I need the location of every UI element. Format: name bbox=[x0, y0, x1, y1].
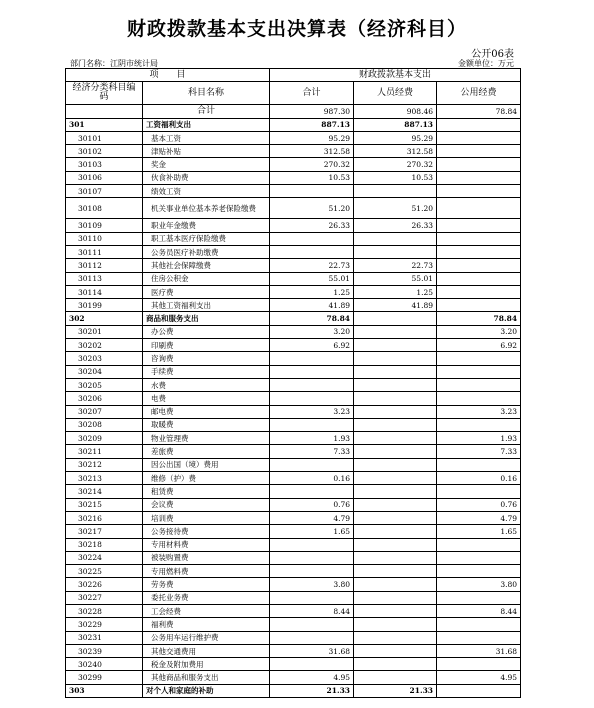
table-row bbox=[66, 525, 521, 538]
row-code: 30103 bbox=[66, 158, 143, 171]
row-public: 4.95 bbox=[437, 671, 521, 684]
header-funds: 财政拨款基本支出 bbox=[270, 69, 521, 82]
row-name: 津贴补贴 bbox=[143, 145, 270, 158]
row-code: 30202 bbox=[66, 339, 143, 352]
row-personnel: 55.01 bbox=[354, 272, 437, 285]
row-name: 其他交通费用 bbox=[143, 644, 270, 657]
row-name: 奖金 bbox=[143, 158, 270, 171]
expenditure-table bbox=[65, 68, 521, 698]
row-public bbox=[437, 272, 521, 285]
header-public: 公用经费 bbox=[437, 82, 521, 105]
row-total: 31.68 bbox=[270, 644, 354, 657]
row-personnel bbox=[354, 485, 437, 498]
row-code: 30229 bbox=[66, 618, 143, 631]
table-row bbox=[66, 618, 521, 631]
row-name: 专用材料费 bbox=[143, 538, 270, 551]
row-personnel bbox=[354, 604, 437, 617]
table-row bbox=[66, 578, 521, 591]
table-row bbox=[66, 498, 521, 511]
row-public: 7.33 bbox=[437, 445, 521, 458]
row-code: 30206 bbox=[66, 392, 143, 405]
table-row bbox=[66, 365, 521, 378]
table-row bbox=[66, 538, 521, 551]
row-public bbox=[437, 259, 521, 272]
row-code: 30209 bbox=[66, 432, 143, 445]
row-total: 78.84 bbox=[270, 312, 354, 325]
row-total: 3.80 bbox=[270, 578, 354, 591]
row-total bbox=[270, 185, 354, 198]
table-row bbox=[66, 551, 521, 564]
table-row bbox=[66, 378, 521, 391]
row-public bbox=[437, 171, 521, 184]
row-personnel bbox=[354, 325, 437, 338]
row-total: 270.32 bbox=[270, 158, 354, 171]
row-name: 电费 bbox=[143, 392, 270, 405]
row-public bbox=[437, 219, 521, 232]
row-personnel bbox=[354, 591, 437, 604]
row-personnel bbox=[354, 445, 437, 458]
row-personnel bbox=[354, 418, 437, 431]
row-name: 其他工资福利支出 bbox=[143, 299, 270, 312]
total-public: 78.84 bbox=[437, 105, 521, 118]
row-total: 312.58 bbox=[270, 145, 354, 158]
row-code: 301 bbox=[66, 118, 143, 131]
row-personnel bbox=[354, 565, 437, 578]
table-row bbox=[66, 432, 521, 445]
table-row bbox=[66, 198, 521, 219]
row-public bbox=[437, 118, 521, 131]
table-row bbox=[66, 325, 521, 338]
table-row bbox=[66, 644, 521, 657]
row-name: 工资福利支出 bbox=[143, 118, 270, 131]
table-row bbox=[66, 232, 521, 245]
row-public bbox=[437, 285, 521, 298]
table-row bbox=[66, 299, 521, 312]
row-name: 福利费 bbox=[143, 618, 270, 631]
department-name: 部门名称：江阴市统计局 bbox=[70, 59, 158, 68]
row-name: 公务用车运行维护费 bbox=[143, 631, 270, 644]
row-code: 30205 bbox=[66, 378, 143, 391]
row-public: 31.68 bbox=[437, 644, 521, 657]
row-name: 委托业务费 bbox=[143, 591, 270, 604]
row-code: 30208 bbox=[66, 418, 143, 431]
row-name: 其他商品和服务支出 bbox=[143, 671, 270, 684]
row-code: 30204 bbox=[66, 365, 143, 378]
row-total: 4.95 bbox=[270, 671, 354, 684]
row-total: 26.33 bbox=[270, 219, 354, 232]
row-personnel: 41.89 bbox=[354, 299, 437, 312]
header-row-1 bbox=[66, 69, 521, 82]
row-personnel: 312.58 bbox=[354, 145, 437, 158]
row-code: 30112 bbox=[66, 259, 143, 272]
row-public: 1.93 bbox=[437, 432, 521, 445]
row-total: 3.20 bbox=[270, 325, 354, 338]
row-name: 维修（护）费 bbox=[143, 472, 270, 485]
row-code: 30227 bbox=[66, 591, 143, 604]
row-public bbox=[437, 458, 521, 471]
row-name: 绩效工资 bbox=[143, 185, 270, 198]
row-public bbox=[437, 565, 521, 578]
row-code: 30211 bbox=[66, 445, 143, 458]
row-personnel: 22.73 bbox=[354, 259, 437, 272]
row-personnel bbox=[354, 472, 437, 485]
row-name: 职业年金缴费 bbox=[143, 219, 270, 232]
row-name: 劳务费 bbox=[143, 578, 270, 591]
row-public bbox=[437, 145, 521, 158]
row-name: 对个人和家庭的补助 bbox=[143, 684, 270, 697]
row-public bbox=[437, 658, 521, 671]
row-total: 7.33 bbox=[270, 445, 354, 458]
row-public bbox=[437, 591, 521, 604]
row-public bbox=[437, 299, 521, 312]
row-total: 8.44 bbox=[270, 604, 354, 617]
table-row bbox=[66, 604, 521, 617]
row-name: 公务员医疗补助缴费 bbox=[143, 245, 270, 258]
row-personnel bbox=[354, 352, 437, 365]
row-total: 6.92 bbox=[270, 339, 354, 352]
row-code: 30114 bbox=[66, 285, 143, 298]
row-total bbox=[270, 418, 354, 431]
row-code: 30218 bbox=[66, 538, 143, 551]
row-personnel bbox=[354, 644, 437, 657]
row-name: 基本工资 bbox=[143, 131, 270, 144]
row-total: 21.33 bbox=[270, 684, 354, 697]
row-personnel bbox=[354, 511, 437, 524]
row-total bbox=[270, 378, 354, 391]
row-personnel bbox=[354, 432, 437, 445]
row-total bbox=[270, 485, 354, 498]
table-row bbox=[66, 392, 521, 405]
row-code: 30225 bbox=[66, 565, 143, 578]
row-public bbox=[437, 684, 521, 697]
row-public bbox=[437, 232, 521, 245]
table-row bbox=[66, 684, 521, 697]
row-personnel: 26.33 bbox=[354, 219, 437, 232]
row-personnel: 51.20 bbox=[354, 198, 437, 219]
row-code: 30239 bbox=[66, 644, 143, 657]
row-personnel bbox=[354, 578, 437, 591]
row-public: 0.76 bbox=[437, 498, 521, 511]
row-total: 4.79 bbox=[270, 511, 354, 524]
row-code: 30224 bbox=[66, 551, 143, 564]
row-code: 30109 bbox=[66, 219, 143, 232]
table-row bbox=[66, 405, 521, 418]
row-personnel bbox=[354, 525, 437, 538]
table-row bbox=[66, 118, 521, 131]
row-public bbox=[437, 365, 521, 378]
row-name: 其他社会保障缴费 bbox=[143, 259, 270, 272]
row-public bbox=[437, 131, 521, 144]
table-row bbox=[66, 352, 521, 365]
table-row bbox=[66, 418, 521, 431]
row-public: 4.79 bbox=[437, 511, 521, 524]
row-name: 被装购置费 bbox=[143, 551, 270, 564]
table-row bbox=[66, 185, 521, 198]
header-personnel: 人员经费 bbox=[354, 82, 437, 105]
row-total: 3.23 bbox=[270, 405, 354, 418]
row-total bbox=[270, 365, 354, 378]
total-row bbox=[66, 105, 521, 118]
table-row bbox=[66, 485, 521, 498]
table-row bbox=[66, 472, 521, 485]
row-code: 30201 bbox=[66, 325, 143, 338]
row-personnel bbox=[354, 551, 437, 564]
row-code: 30213 bbox=[66, 472, 143, 485]
row-name: 物业管理费 bbox=[143, 432, 270, 445]
row-personnel bbox=[354, 458, 437, 471]
table-row bbox=[66, 145, 521, 158]
row-name: 工会经费 bbox=[143, 604, 270, 617]
row-public bbox=[437, 631, 521, 644]
table-row bbox=[66, 658, 521, 671]
row-personnel: 95.29 bbox=[354, 131, 437, 144]
row-name: 商品和服务支出 bbox=[143, 312, 270, 325]
row-total: 10.53 bbox=[270, 171, 354, 184]
table-row bbox=[66, 171, 521, 184]
row-code: 302 bbox=[66, 312, 143, 325]
row-total bbox=[270, 232, 354, 245]
row-public bbox=[437, 352, 521, 365]
row-public bbox=[437, 618, 521, 631]
row-public bbox=[437, 538, 521, 551]
row-code: 30228 bbox=[66, 604, 143, 617]
header-code: 经济分类科目编码 bbox=[66, 82, 143, 105]
table-row bbox=[66, 131, 521, 144]
table-row bbox=[66, 158, 521, 171]
row-name: 租赁费 bbox=[143, 485, 270, 498]
row-public bbox=[437, 418, 521, 431]
row-name: 取暖费 bbox=[143, 418, 270, 431]
row-public bbox=[437, 198, 521, 219]
table-row bbox=[66, 312, 521, 325]
row-public bbox=[437, 245, 521, 258]
row-total bbox=[270, 551, 354, 564]
row-name: 伙食补助费 bbox=[143, 171, 270, 184]
row-personnel bbox=[354, 498, 437, 511]
row-name: 印刷费 bbox=[143, 339, 270, 352]
row-personnel bbox=[354, 392, 437, 405]
row-code: 30226 bbox=[66, 578, 143, 591]
row-public: 3.80 bbox=[437, 578, 521, 591]
row-public: 3.20 bbox=[437, 325, 521, 338]
row-name: 咨询费 bbox=[143, 352, 270, 365]
table-row bbox=[66, 445, 521, 458]
row-public bbox=[437, 392, 521, 405]
row-name: 邮电费 bbox=[143, 405, 270, 418]
row-personnel: 10.53 bbox=[354, 171, 437, 184]
row-name: 手续费 bbox=[143, 365, 270, 378]
header-total: 合计 bbox=[270, 82, 354, 105]
row-name: 税金及附加费用 bbox=[143, 658, 270, 671]
table-row bbox=[66, 219, 521, 232]
row-personnel: 1.25 bbox=[354, 285, 437, 298]
amount-unit: 金额单位：万元 bbox=[458, 59, 514, 68]
row-name: 因公出国（境）费用 bbox=[143, 458, 270, 471]
row-public: 78.84 bbox=[437, 312, 521, 325]
row-personnel bbox=[354, 232, 437, 245]
table-row bbox=[66, 671, 521, 684]
table-row bbox=[66, 285, 521, 298]
row-code: 303 bbox=[66, 684, 143, 697]
row-public bbox=[437, 158, 521, 171]
row-total bbox=[270, 591, 354, 604]
row-code: 30240 bbox=[66, 658, 143, 671]
row-code: 30199 bbox=[66, 299, 143, 312]
row-total bbox=[270, 631, 354, 644]
row-name: 住房公积金 bbox=[143, 272, 270, 285]
row-name: 培训费 bbox=[143, 511, 270, 524]
row-name: 差旅费 bbox=[143, 445, 270, 458]
table-row bbox=[66, 591, 521, 604]
row-code: 30110 bbox=[66, 232, 143, 245]
row-personnel bbox=[354, 185, 437, 198]
row-personnel bbox=[354, 245, 437, 258]
header-name: 科目名称 bbox=[143, 82, 270, 105]
row-code: 30215 bbox=[66, 498, 143, 511]
total-total: 987.30 bbox=[270, 105, 354, 118]
row-public: 1.65 bbox=[437, 525, 521, 538]
row-total: 22.73 bbox=[270, 259, 354, 272]
table-row bbox=[66, 458, 521, 471]
row-personnel: 270.32 bbox=[354, 158, 437, 171]
row-total: 1.65 bbox=[270, 525, 354, 538]
row-total bbox=[270, 458, 354, 471]
page-title: 财政拨款基本支出决算表（经济科目） bbox=[126, 18, 467, 40]
row-name: 机关事业单位基本养老保险缴费 bbox=[143, 198, 270, 219]
row-public: 3.23 bbox=[437, 405, 521, 418]
row-total: 55.01 bbox=[270, 272, 354, 285]
row-personnel bbox=[354, 312, 437, 325]
table-row bbox=[66, 565, 521, 578]
row-code: 30231 bbox=[66, 631, 143, 644]
row-code: 30113 bbox=[66, 272, 143, 285]
row-code: 30216 bbox=[66, 511, 143, 524]
header-row-2 bbox=[66, 82, 521, 105]
table-body bbox=[66, 118, 521, 697]
row-code: 30214 bbox=[66, 485, 143, 498]
row-total bbox=[270, 565, 354, 578]
row-code: 30299 bbox=[66, 671, 143, 684]
row-code: 30101 bbox=[66, 131, 143, 144]
row-total bbox=[270, 245, 354, 258]
row-public bbox=[437, 485, 521, 498]
row-personnel bbox=[354, 618, 437, 631]
row-public bbox=[437, 551, 521, 564]
row-code: 30111 bbox=[66, 245, 143, 258]
row-personnel bbox=[354, 658, 437, 671]
row-public: 8.44 bbox=[437, 604, 521, 617]
row-public: 6.92 bbox=[437, 339, 521, 352]
table-row bbox=[66, 511, 521, 524]
row-total: 95.29 bbox=[270, 131, 354, 144]
row-total: 887.13 bbox=[270, 118, 354, 131]
table-row bbox=[66, 245, 521, 258]
row-name: 职工基本医疗保险缴费 bbox=[143, 232, 270, 245]
row-total: 0.76 bbox=[270, 498, 354, 511]
row-total bbox=[270, 352, 354, 365]
row-total: 41.89 bbox=[270, 299, 354, 312]
row-code: 30207 bbox=[66, 405, 143, 418]
row-public: 0.16 bbox=[437, 472, 521, 485]
row-personnel bbox=[354, 405, 437, 418]
table-row bbox=[66, 631, 521, 644]
row-code: 30107 bbox=[66, 185, 143, 198]
table-row bbox=[66, 259, 521, 272]
row-name: 专用燃料费 bbox=[143, 565, 270, 578]
row-name: 办公费 bbox=[143, 325, 270, 338]
row-total: 1.25 bbox=[270, 285, 354, 298]
row-code: 30102 bbox=[66, 145, 143, 158]
row-code: 30108 bbox=[66, 198, 143, 219]
row-total: 0.16 bbox=[270, 472, 354, 485]
row-code: 30212 bbox=[66, 458, 143, 471]
table-row bbox=[66, 272, 521, 285]
row-code: 30106 bbox=[66, 171, 143, 184]
row-total bbox=[270, 618, 354, 631]
row-code: 30217 bbox=[66, 525, 143, 538]
row-name: 水费 bbox=[143, 378, 270, 391]
row-personnel bbox=[354, 538, 437, 551]
header-item: 项 目 bbox=[66, 69, 270, 82]
table-row bbox=[66, 339, 521, 352]
row-total bbox=[270, 392, 354, 405]
row-personnel bbox=[354, 365, 437, 378]
row-personnel bbox=[354, 339, 437, 352]
row-total: 51.20 bbox=[270, 198, 354, 219]
row-personnel: 887.13 bbox=[354, 118, 437, 131]
row-personnel bbox=[354, 378, 437, 391]
row-personnel bbox=[354, 631, 437, 644]
row-total: 1.93 bbox=[270, 432, 354, 445]
row-name: 医疗费 bbox=[143, 285, 270, 298]
row-total bbox=[270, 538, 354, 551]
row-code: 30203 bbox=[66, 352, 143, 365]
total-personnel: 908.46 bbox=[354, 105, 437, 118]
row-name: 会议费 bbox=[143, 498, 270, 511]
row-public bbox=[437, 185, 521, 198]
row-public bbox=[437, 378, 521, 391]
form-number: 公开06表 bbox=[471, 49, 514, 60]
row-total bbox=[270, 658, 354, 671]
row-name: 公务接待费 bbox=[143, 525, 270, 538]
row-personnel: 21.33 bbox=[354, 684, 437, 697]
row-personnel bbox=[354, 671, 437, 684]
total-label: 合计 bbox=[143, 105, 270, 118]
